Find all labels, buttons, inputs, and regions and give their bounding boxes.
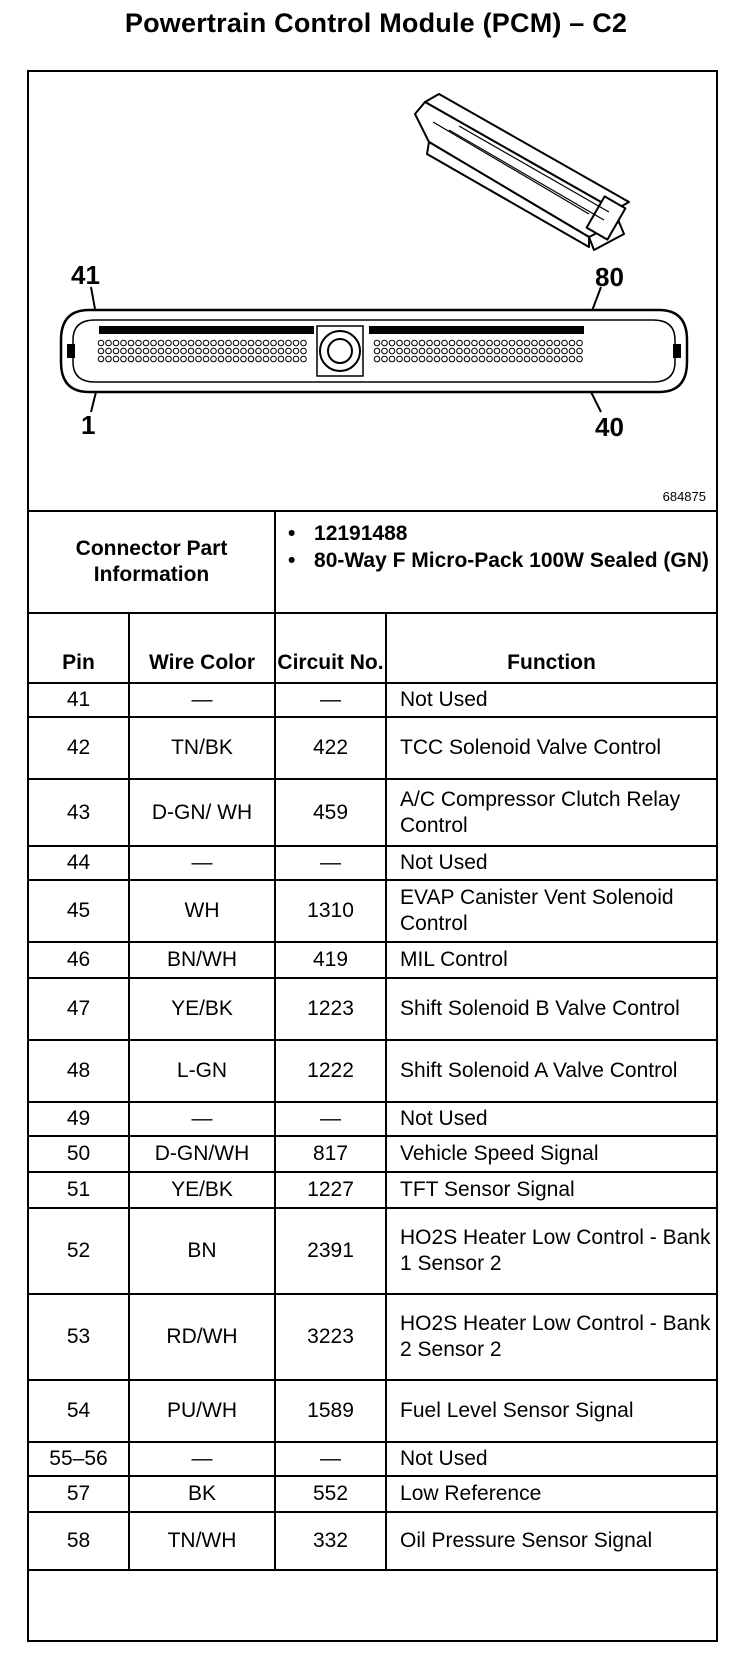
connector-pin xyxy=(389,340,395,346)
connector-pin xyxy=(427,340,433,346)
table-body xyxy=(29,683,716,1570)
connector-pin xyxy=(271,340,277,346)
connector-diagram xyxy=(29,72,716,512)
cell-function: Fuel Level Sensor Signal xyxy=(386,1380,716,1442)
cell-wire-color: D-GN/WH xyxy=(129,1136,275,1172)
connector-pin xyxy=(517,356,523,362)
connector-pin xyxy=(517,348,523,354)
connector-pin xyxy=(218,340,224,346)
cell-wire-color: YE/BK xyxy=(129,978,275,1040)
pin-label-bottom-right: 40 xyxy=(595,412,624,442)
cell-wire-color: L-GN xyxy=(129,1040,275,1102)
table-row xyxy=(29,1476,716,1512)
cell-pin: 53 xyxy=(29,1294,129,1380)
connector-pin xyxy=(113,356,119,362)
connector-pin xyxy=(427,356,433,362)
connector-pin xyxy=(181,356,187,362)
connector-pin xyxy=(241,348,247,354)
connector-pin xyxy=(241,356,247,362)
table-row xyxy=(29,1136,716,1172)
cell-wire-color: D-GN/ WH xyxy=(129,779,275,846)
cell-circuit-no: — xyxy=(275,683,386,717)
connector-pin xyxy=(442,348,448,354)
cell-pin: 52 xyxy=(29,1208,129,1294)
connector-pin xyxy=(278,348,284,354)
connector-pin xyxy=(151,340,157,346)
connector-pin xyxy=(374,348,380,354)
table-row xyxy=(29,683,716,717)
connector-pin xyxy=(241,340,247,346)
connector-table-frame xyxy=(27,70,718,1642)
connector-pin xyxy=(547,340,553,346)
connector-pin xyxy=(256,356,262,362)
cell-wire-color: — xyxy=(129,846,275,880)
connector-pin xyxy=(181,340,187,346)
connector-pin xyxy=(397,348,403,354)
connector-pin xyxy=(539,340,545,346)
connector-pin xyxy=(286,340,292,346)
cell-circuit-no: 1227 xyxy=(275,1172,386,1208)
connector-pin xyxy=(532,356,538,362)
connector-pin xyxy=(457,356,463,362)
connector-pin xyxy=(211,356,217,362)
connector-pin xyxy=(374,356,380,362)
cell-function: Oil Pressure Sensor Signal xyxy=(386,1512,716,1570)
connector-pin xyxy=(524,356,530,362)
connector-pin xyxy=(293,356,299,362)
connector-pin xyxy=(256,340,262,346)
cell-pin: 51 xyxy=(29,1172,129,1208)
cell-pin: 57 xyxy=(29,1476,129,1512)
connector-pin xyxy=(554,356,560,362)
cell-wire-color: RD/WH xyxy=(129,1294,275,1380)
cell-circuit-no: — xyxy=(275,1442,386,1476)
connector-pin xyxy=(301,348,307,354)
cell-wire-color: TN/BK xyxy=(129,717,275,779)
connector-pin xyxy=(188,348,194,354)
header-wire-color: Wire Color xyxy=(129,613,275,683)
cell-circuit-no: 1310 xyxy=(275,880,386,942)
connector-pin xyxy=(554,348,560,354)
connector-pin xyxy=(464,356,470,362)
connector-pin xyxy=(479,348,485,354)
connector-pin xyxy=(487,356,493,362)
connector-pin xyxy=(143,340,149,346)
connector-pin xyxy=(547,348,553,354)
connector-info-label: Connector Part Information xyxy=(29,511,275,613)
cell-pin: 44 xyxy=(29,846,129,880)
connector-pin xyxy=(524,348,530,354)
connector-pin xyxy=(412,340,418,346)
table-row xyxy=(29,1172,716,1208)
connector-pin xyxy=(263,340,269,346)
connector-pin xyxy=(226,356,232,362)
cell-pin: 54 xyxy=(29,1380,129,1442)
connector-pin xyxy=(128,356,134,362)
connector-part-number: • 12191488 xyxy=(314,520,716,547)
connector-pin xyxy=(278,356,284,362)
connector-pin xyxy=(181,348,187,354)
connector-pin xyxy=(487,340,493,346)
connector-pin xyxy=(412,348,418,354)
cell-function: MIL Control xyxy=(386,942,716,978)
connector-pin xyxy=(419,340,425,346)
cell-pin: 50 xyxy=(29,1136,129,1172)
connector-pin xyxy=(293,348,299,354)
connector-pin xyxy=(457,340,463,346)
connector-pin xyxy=(211,348,217,354)
connector-pin xyxy=(434,348,440,354)
connector-pin xyxy=(158,348,164,354)
page-title: Powertrain Control Module (PCM) – C2 xyxy=(124,8,628,38)
connector-pin xyxy=(502,340,508,346)
cell-function: EVAP Canister Vent Solenoid Control xyxy=(386,880,716,942)
connector-pin xyxy=(562,340,568,346)
connector-pin xyxy=(449,348,455,354)
connector-pin xyxy=(449,340,455,346)
cell-pin: 49 xyxy=(29,1102,129,1136)
header-pin: Pin xyxy=(29,613,129,683)
connector-pin xyxy=(226,340,232,346)
connector-pin xyxy=(98,348,104,354)
connector-pin xyxy=(472,340,478,346)
connector-pin xyxy=(397,340,403,346)
connector-pin xyxy=(502,356,508,362)
connector-pin xyxy=(382,356,388,362)
connector-pin xyxy=(472,348,478,354)
table-row xyxy=(29,1040,716,1102)
connector-pin xyxy=(196,348,202,354)
connector-pin xyxy=(271,356,277,362)
connector-pin xyxy=(509,348,515,354)
connector-pin xyxy=(218,356,224,362)
connector-pin xyxy=(173,356,179,362)
connector-pin xyxy=(188,356,194,362)
connector-pin xyxy=(479,340,485,346)
connector-pin xyxy=(494,348,500,354)
connector-pin xyxy=(256,348,262,354)
connector-pin xyxy=(106,340,112,346)
header-function: Function xyxy=(386,613,716,683)
cell-circuit-no: 552 xyxy=(275,1476,386,1512)
table-row xyxy=(29,1442,716,1476)
connector-pin xyxy=(532,348,538,354)
connector-pin xyxy=(121,356,127,362)
connector-pin xyxy=(173,340,179,346)
connector-pin xyxy=(509,340,515,346)
connector-pin xyxy=(442,356,448,362)
cell-circuit-no: 422 xyxy=(275,717,386,779)
connector-pin xyxy=(434,356,440,362)
connector-pin xyxy=(382,340,388,346)
cell-wire-color: YE/BK xyxy=(129,1172,275,1208)
cell-wire-color: — xyxy=(129,1442,275,1476)
header-circuit-no: Circuit No. xyxy=(275,613,386,683)
cell-wire-color: WH xyxy=(129,880,275,942)
connector-pin xyxy=(233,340,239,346)
connector-pin xyxy=(143,348,149,354)
cell-wire-color: BK xyxy=(129,1476,275,1512)
cell-function: HO2S Heater Low Control - Bank 1 Sensor 2 xyxy=(386,1208,716,1294)
table-header-row xyxy=(29,613,716,683)
connector-pin xyxy=(248,348,254,354)
table-row xyxy=(29,1102,716,1136)
table-row xyxy=(29,1294,716,1380)
cell-pin: 45 xyxy=(29,880,129,942)
cell-circuit-no: 459 xyxy=(275,779,386,846)
connector-pin xyxy=(427,348,433,354)
cell-circuit-no: 3223 xyxy=(275,1294,386,1380)
cell-function: Shift Solenoid A Valve Control xyxy=(386,1040,716,1102)
cell-pin: 46 xyxy=(29,942,129,978)
connector-pin xyxy=(263,356,269,362)
connector-pin xyxy=(457,348,463,354)
connector-pin xyxy=(569,356,575,362)
connector-pin xyxy=(517,340,523,346)
connector-pin xyxy=(554,340,560,346)
connector-pin xyxy=(121,348,127,354)
cell-function: Shift Solenoid B Valve Control xyxy=(386,978,716,1040)
cell-circuit-no: 2391 xyxy=(275,1208,386,1294)
connector-pin xyxy=(389,356,395,362)
connector-pin xyxy=(113,340,119,346)
connector-pin xyxy=(389,348,395,354)
cell-pin: 41 xyxy=(29,683,129,717)
connector-pin xyxy=(464,340,470,346)
cell-circuit-no: 1589 xyxy=(275,1380,386,1442)
pin-label-top-right: 80 xyxy=(595,262,624,292)
connector-pin xyxy=(374,340,380,346)
connector-pin xyxy=(397,356,403,362)
connector-pin xyxy=(539,356,545,362)
connector-pin xyxy=(502,348,508,354)
table-row xyxy=(29,846,716,880)
cell-circuit-no: 332 xyxy=(275,1512,386,1570)
connector-pin xyxy=(158,340,164,346)
table-row xyxy=(29,880,716,942)
connector-pin xyxy=(404,340,410,346)
connector-pin xyxy=(166,340,172,346)
connector-pin xyxy=(98,356,104,362)
connector-pin xyxy=(464,348,470,354)
connector-pin xyxy=(404,348,410,354)
connector-pin xyxy=(233,348,239,354)
cell-wire-color: BN xyxy=(129,1208,275,1294)
connector-pin xyxy=(151,356,157,362)
table-row xyxy=(29,1208,716,1294)
connector-pin xyxy=(226,348,232,354)
cell-function: HO2S Heater Low Control - Bank 2 Sensor 2 xyxy=(386,1294,716,1380)
pinout-table xyxy=(29,510,716,1571)
connector-pin xyxy=(151,348,157,354)
connector-pin xyxy=(211,340,217,346)
pin-label-bottom-left: 1 xyxy=(81,410,96,440)
cell-wire-color: — xyxy=(129,1102,275,1136)
connector-pin xyxy=(562,356,568,362)
cell-function: Vehicle Speed Signal xyxy=(386,1136,716,1172)
connector-pin xyxy=(301,340,307,346)
connector-pin xyxy=(449,356,455,362)
table-row xyxy=(29,717,716,779)
connector-pin xyxy=(203,348,209,354)
cell-function: Not Used xyxy=(386,683,716,717)
figure-number: 684875 xyxy=(662,489,706,504)
connector-pin xyxy=(434,340,440,346)
cell-wire-color: PU/WH xyxy=(129,1380,275,1442)
connector-pin xyxy=(547,356,553,362)
connector-pin xyxy=(494,356,500,362)
cell-wire-color: — xyxy=(129,683,275,717)
connector-pin xyxy=(188,340,194,346)
connector-pin xyxy=(442,340,448,346)
cell-pin: 42 xyxy=(29,717,129,779)
connector-pin xyxy=(113,348,119,354)
connector-pin xyxy=(419,356,425,362)
cell-function: TFT Sensor Signal xyxy=(386,1172,716,1208)
connector-pin xyxy=(248,356,254,362)
connector-pin xyxy=(487,348,493,354)
connector-pin xyxy=(271,348,277,354)
connector-pin xyxy=(509,356,515,362)
connector-pin xyxy=(173,348,179,354)
cell-circuit-no: 817 xyxy=(275,1136,386,1172)
connector-pin xyxy=(278,340,284,346)
connector-description: • 80-Way F Micro-Pack 100W Sealed (GN) xyxy=(314,547,716,574)
connector-pin xyxy=(233,356,239,362)
table-row xyxy=(29,978,716,1040)
cell-function: Not Used xyxy=(386,846,716,880)
connector-pin xyxy=(293,340,299,346)
connector-pin xyxy=(577,348,583,354)
connector-pin xyxy=(106,356,112,362)
cell-pin: 55–56 xyxy=(29,1442,129,1476)
connector-pin xyxy=(263,348,269,354)
cell-wire-color: BN/WH xyxy=(129,942,275,978)
connector-pin xyxy=(494,340,500,346)
cell-wire-color: TN/WH xyxy=(129,1512,275,1570)
cell-pin: 47 xyxy=(29,978,129,1040)
connector-pin xyxy=(128,340,134,346)
connector-pin xyxy=(121,340,127,346)
connector-info-values xyxy=(275,511,716,613)
table-row xyxy=(29,1380,716,1442)
cell-pin: 43 xyxy=(29,779,129,846)
connector-pin xyxy=(158,356,164,362)
connector-pin xyxy=(203,340,209,346)
cell-function: A/C Compressor Clutch Relay Control xyxy=(386,779,716,846)
connector-pin xyxy=(136,340,142,346)
connector-pin xyxy=(562,348,568,354)
connector-pin xyxy=(136,348,142,354)
connector-pin xyxy=(98,340,104,346)
cell-circuit-no: 1223 xyxy=(275,978,386,1040)
connector-pin xyxy=(301,356,307,362)
connector-pin xyxy=(569,348,575,354)
connector-pin xyxy=(106,348,112,354)
connector-pin xyxy=(143,356,149,362)
connector-pin xyxy=(203,356,209,362)
connector-pin xyxy=(166,356,172,362)
cell-function: TCC Solenoid Valve Control xyxy=(386,717,716,779)
connector-pin xyxy=(286,348,292,354)
connector-pin xyxy=(524,340,530,346)
connector-pin xyxy=(196,340,202,346)
connector-pin xyxy=(539,348,545,354)
connector-pin xyxy=(248,340,254,346)
connector-info-row xyxy=(29,511,716,613)
connector-pin xyxy=(404,356,410,362)
cell-function: Not Used xyxy=(386,1442,716,1476)
cell-pin: 48 xyxy=(29,1040,129,1102)
table-row xyxy=(29,779,716,846)
connector-pin xyxy=(532,340,538,346)
connector-pin xyxy=(472,356,478,362)
connector-pin xyxy=(196,356,202,362)
connector-pin xyxy=(479,356,485,362)
pin-label-top-left: 41 xyxy=(71,260,100,290)
cell-circuit-no: — xyxy=(275,846,386,880)
connector-pin xyxy=(218,348,224,354)
cell-circuit-no: 1222 xyxy=(275,1040,386,1102)
connector-pin xyxy=(577,356,583,362)
cell-function: Low Reference xyxy=(386,1476,716,1512)
connector-pin xyxy=(577,340,583,346)
connector-pin xyxy=(382,348,388,354)
connector-pin xyxy=(412,356,418,362)
cell-function: Not Used xyxy=(386,1102,716,1136)
connector-pin xyxy=(286,356,292,362)
connector-pin xyxy=(569,340,575,346)
cell-circuit-no: — xyxy=(275,1102,386,1136)
connector-pin xyxy=(419,348,425,354)
cell-circuit-no: 419 xyxy=(275,942,386,978)
connector-pin xyxy=(136,356,142,362)
cell-pin: 58 xyxy=(29,1512,129,1570)
connector-pin xyxy=(166,348,172,354)
table-row xyxy=(29,942,716,978)
connector-pin xyxy=(128,348,134,354)
table-row xyxy=(29,1512,716,1570)
